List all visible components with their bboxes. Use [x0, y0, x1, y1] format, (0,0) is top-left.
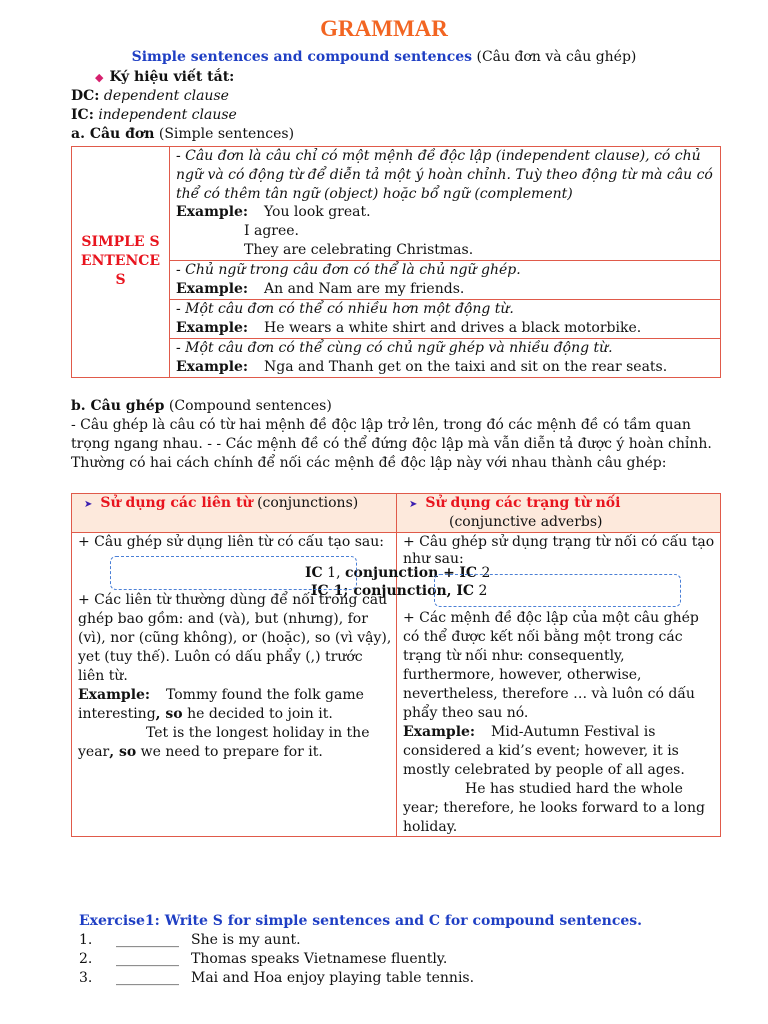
col1-example-2b — [78, 743, 323, 762]
simple-row-2-example — [176, 280, 464, 299]
col1-body-1: + Các liên từ thường dùng để nối trong câu — [78, 592, 388, 608]
col2-intro-2: như sau: — [403, 551, 464, 567]
col1-header-red: Sử dụng các liên từ — [100, 495, 253, 511]
compound-col2-header — [397, 494, 720, 533]
col2-formula-text: IC 1; conjunction, IC — [311, 583, 475, 599]
example-label: Example: — [403, 724, 476, 740]
answer-blank[interactable]: _________ — [116, 970, 179, 986]
formula-conj: conjunction + — [344, 565, 455, 581]
col2-header-line — [397, 494, 620, 514]
section-b-intro-3: Thường có hai cách chính để nối các mệnh đề độc lập này với nhau thành câu ghép: — [71, 455, 667, 471]
formula-1: 1, — [327, 565, 341, 581]
col1-ex2-b1: year — [78, 744, 110, 760]
col2-ex-line-5: year; therefore, he looks forward to a long — [403, 800, 705, 816]
simple-row-1-example-2: I agree. — [244, 223, 300, 239]
col2-ex-line-4: He has studied hard the whole — [465, 781, 683, 797]
col2-body-2: có thể được kết nối bằng một trong các — [403, 629, 683, 645]
col1-ex2-b2: , so — [109, 744, 137, 760]
simple-row-2-example-text: An and Nam are my friends. — [264, 281, 465, 297]
diamond-bullet-icon: ◆ — [95, 71, 104, 84]
formula-2: 2 — [481, 565, 491, 581]
arrow-bullet-icon: ➤ — [84, 499, 93, 510]
answer-blank[interactable]: _________ — [116, 932, 179, 948]
example-label: Example: — [176, 204, 249, 220]
abbrev-ic-label: IC: — [71, 107, 94, 123]
col1-body-5: liên từ. — [78, 668, 128, 684]
col2-header-red: Sử dụng các trạng từ nối — [425, 495, 621, 511]
simple-sentences-label-cell — [72, 147, 170, 377]
abbrev-dc — [71, 87, 229, 106]
col2-body-5: nevertheless, therefore … và luôn có dấu — [403, 686, 695, 702]
abbrev-ic — [71, 106, 237, 125]
answer-blank[interactable]: _________ — [116, 951, 179, 967]
simple-row-1-example-1-text: You look great. — [264, 204, 371, 220]
exercise-num: 1. — [79, 932, 93, 948]
col1-ex2-b3: we need to prepare for it. — [136, 744, 323, 760]
col1-example-1b — [78, 705, 333, 724]
simple-row-4 — [170, 339, 720, 377]
col1-header-en: (conjunctions) — [257, 495, 359, 511]
simple-row-4-example-text: Nga and Thanh get on the taixi and sit on the rear seats. — [264, 359, 668, 375]
col2-ex-line-1: Mid-Autumn Festival is — [491, 724, 656, 740]
section-b-label: b. Câu ghép — [71, 398, 165, 414]
col1-ex1-b1: interesting — [78, 706, 156, 722]
arrow-bullet-icon: ➤ — [409, 499, 418, 510]
col1-example-1a: Tommy found the folk game — [166, 687, 364, 703]
simple-row-4-example — [176, 358, 667, 377]
exercise-text: She is my aunt. — [191, 932, 301, 948]
simple-sentences-label: SIMPLE SENTENCES — [80, 234, 161, 288]
section-b-heading — [71, 397, 332, 416]
col1-header-line — [72, 494, 358, 514]
example-label: Example: — [176, 281, 249, 297]
simple-row-1-example-3: They are celebrating Christmas. — [244, 242, 474, 258]
col1-ex1-b3: he decided to join it. — [182, 706, 333, 722]
section-a-label: a. Câu đơn — [71, 126, 155, 142]
col2-ex-line-2: considered a kid’s event; however, it is — [403, 743, 679, 759]
simple-row-4-note: - Một câu đơn có thể cùng có chủ ngữ ghép và nhiều động từ. — [176, 340, 613, 356]
abbrev-heading-line — [95, 68, 234, 87]
exercise-num: 2. — [79, 951, 93, 967]
section-a-heading — [71, 125, 294, 144]
exercise-item-3 — [79, 970, 474, 986]
col1-body-3: (vì), nor (cũng không), or (hoặc), so (vì vậy), — [78, 630, 392, 646]
exercise-text: Mai and Hoa enjoy playing table tennis. — [191, 970, 475, 986]
simple-row-1-example-1 — [176, 203, 371, 222]
col1-intro: + Câu ghép sử dụng liên từ có cấu tạo sau: — [78, 534, 384, 550]
col1-example-2a: Tet is the longest holiday in the — [146, 725, 370, 741]
abbrev-dc-text: dependent clause — [103, 88, 229, 104]
subtitle-main: Simple sentences and compound sentences — [131, 49, 473, 65]
example-label: Example: — [78, 687, 151, 703]
exercise-title: Exercise1: Write S for simple sentences and C for compound sentences. — [79, 913, 643, 929]
simple-row-3-example — [176, 319, 641, 338]
col2-formula-2: 2 — [478, 583, 488, 599]
exercise-item-1 — [79, 932, 301, 948]
exercise-text: Thomas speaks Vietnamese fluently. — [191, 951, 448, 967]
formula-ic2: IC — [459, 565, 478, 581]
compound-col1-header — [72, 494, 397, 533]
example-label: Example: — [176, 359, 249, 375]
abbrev-ic-text: independent clause — [98, 107, 237, 123]
col2-header-en: (conjunctive adverbs) — [449, 514, 603, 530]
simple-row-1 — [170, 147, 720, 261]
simple-row-2 — [170, 261, 720, 300]
col2-body-3: trạng từ nối như: consequently, — [403, 648, 625, 664]
compound-sentences-table — [71, 493, 721, 837]
col1-body-4: yet (tuy thế). Luôn có dấu phẩy (,) trước — [78, 649, 363, 665]
simple-row-3-note: - Một câu đơn có thể có nhiều hơn một động từ. — [176, 301, 514, 317]
col2-intro-1: + Câu ghép sử dụng trạng từ nối có cấu tạo — [403, 534, 715, 550]
col2-ex-line-3: mostly celebrated by people of all ages. — [403, 762, 685, 778]
formula-box-adverb — [434, 574, 681, 607]
col1-example-1 — [78, 686, 364, 705]
section-b-intro-2: trọng ngang nhau. - - Các mệnh đề có thể đứng độc lập mà vẫn diễn tả được ý hoàn chỉnh. — [71, 436, 712, 452]
simple-row-3 — [170, 300, 720, 339]
simple-row-1-note: - Câu đơn là câu chỉ có một mệnh đề độc lập (independent clause), có chủ ngữ và có động từ để diễn tả một ý hoàn chỉnh. Tuỳ theo động từ mà câu có thể có thêm tân ngữ (object) hoặc bổ ngữ (complement) — [176, 148, 713, 202]
subtitle-vi: (Câu đơn và câu ghép) — [476, 49, 637, 65]
col2-example-1 — [403, 723, 655, 742]
col2-body-4: furthermore, however, otherwise, — [403, 667, 642, 683]
col1-body-2: ghép bao gồm: and (và), but (nhưng), for — [78, 611, 368, 627]
section-a-en: (Simple sentences) — [158, 126, 295, 142]
section-b-en: (Compound sentences) — [168, 398, 332, 414]
col1-ex1-b2: , so — [155, 706, 183, 722]
simple-row-2-note: - Chủ ngữ trong câu đơn có thể là chủ ngữ ghép. — [176, 262, 521, 278]
exercise-num: 3. — [79, 970, 93, 986]
example-label: Example: — [176, 320, 249, 336]
exercise-item-2 — [79, 951, 447, 967]
abbrev-dc-label: DC: — [71, 88, 100, 104]
abbrev-heading: Ký hiệu viết tắt: — [109, 69, 235, 85]
formula-ic: IC — [305, 565, 323, 581]
section-b-intro-1: - Câu ghép là câu có từ hai mệnh đề độc lập trở lên, trong đó các mệnh đề có tầm quan — [71, 417, 691, 433]
formula-box-conjunction — [110, 556, 357, 590]
col2-body-1: + Các mệnh đề độc lập của một câu ghép — [403, 610, 699, 626]
page-subtitle — [0, 49, 768, 65]
col2-ex-line-6: holiday. — [403, 819, 458, 835]
simple-sentences-table — [71, 146, 721, 378]
page-title: GRAMMAR — [320, 16, 448, 41]
col2-body-6: phẩy theo sau nó. — [403, 705, 529, 721]
simple-row-3-example-text: He wears a white shirt and drives a black motorbike. — [264, 320, 642, 336]
